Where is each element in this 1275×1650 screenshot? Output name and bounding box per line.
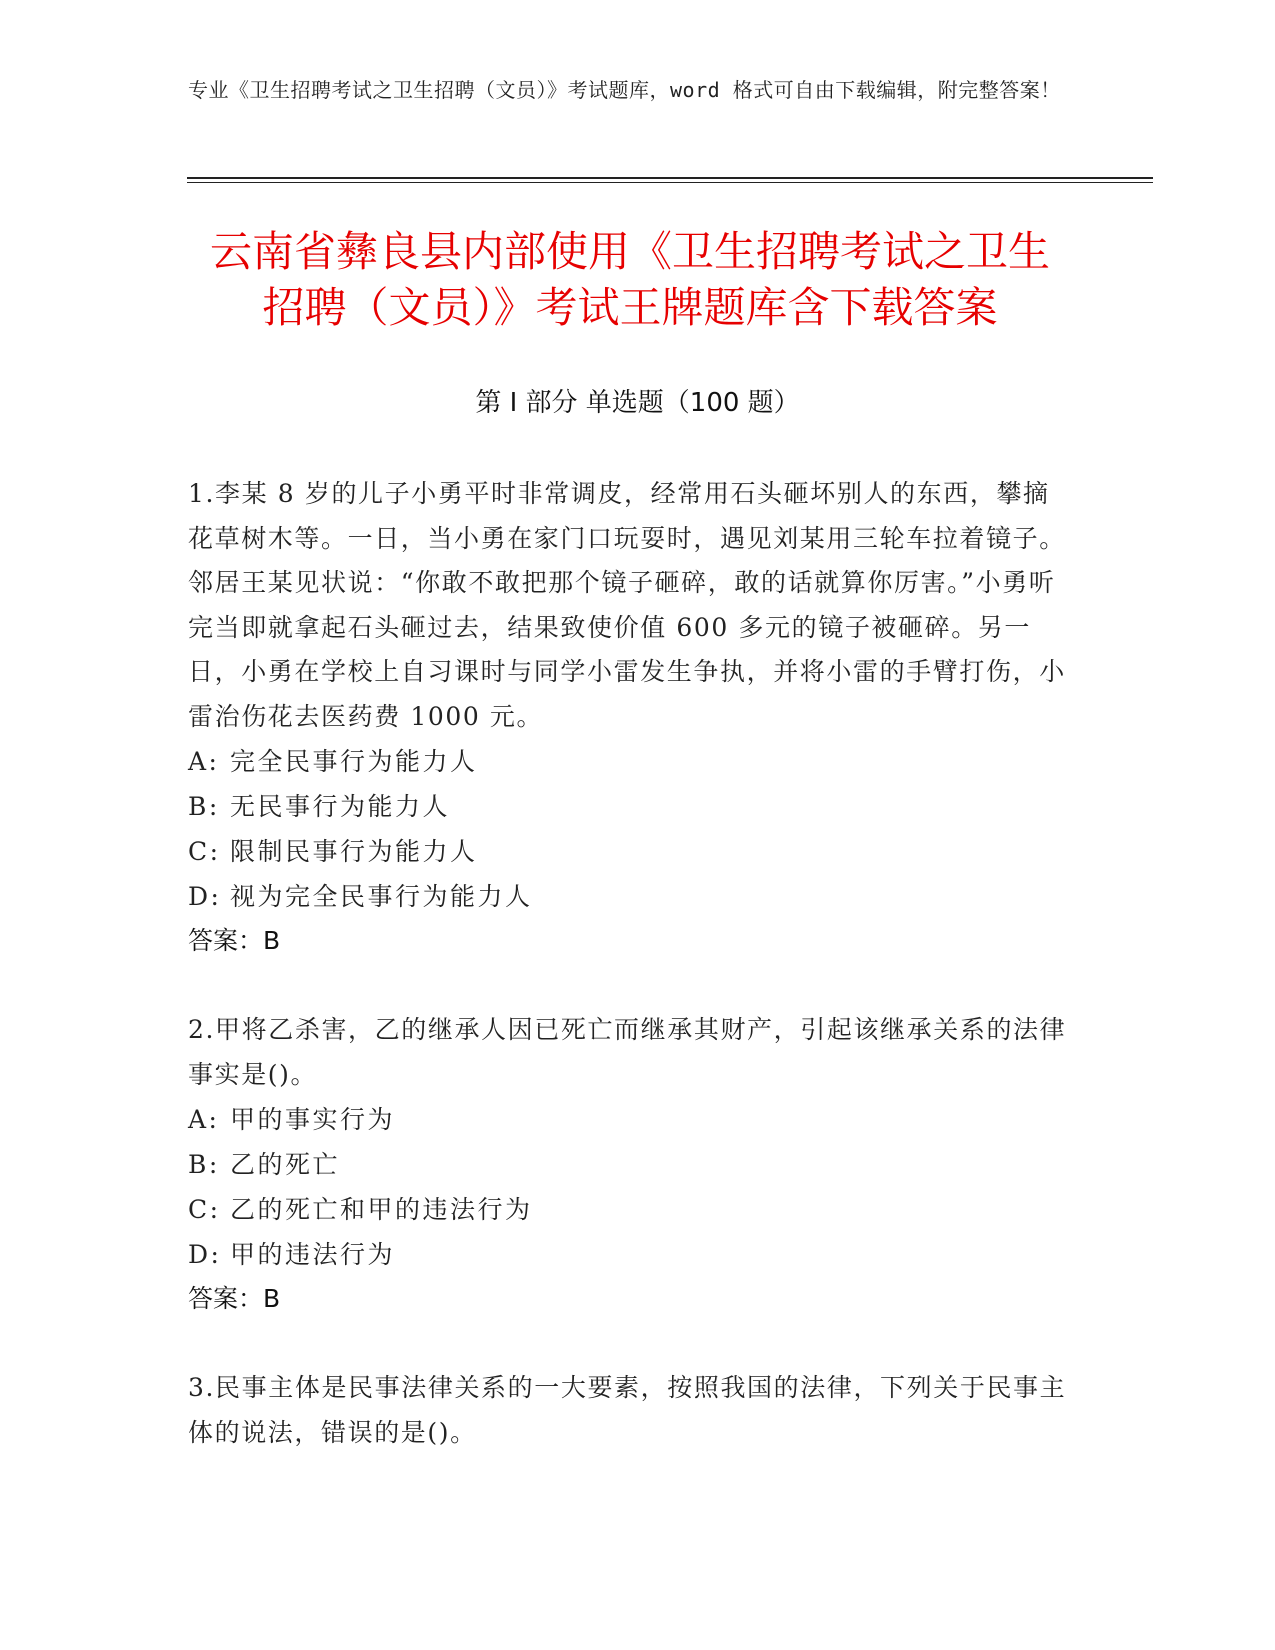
option-d xyxy=(188,1232,1068,1277)
option-text: 甲的事实行为 xyxy=(230,1105,396,1134)
option-text: 限制民事行为能力人 xyxy=(230,837,478,866)
option-b xyxy=(188,784,1068,829)
header-rule-thin xyxy=(187,182,1153,183)
option-letter: B: xyxy=(188,792,220,821)
question-spacer xyxy=(188,1321,1068,1366)
question-spacer xyxy=(188,963,1068,1008)
option-letter: C: xyxy=(188,1195,221,1224)
question-2 xyxy=(188,1008,1068,1321)
question-1 xyxy=(188,472,1068,963)
question-3 xyxy=(188,1366,1068,1455)
option-letter: D: xyxy=(188,882,222,911)
option-a xyxy=(188,739,1068,784)
option-letter: A: xyxy=(188,1105,220,1134)
question-stem: 1.李某 8 岁的儿子小勇平时非常调皮，经常用石头砸坏别人的东西，攀摘花草树木等。一日，当小勇在家门口玩耍时，遇见刘某用三轮车拉着镜子。邻居王某见状说：“你敢不敢把那个镜子砸碎，敢的话就算你厉害。”小勇听完当即就拿起石头砸过去，结果致使价值 600 多元的镜子被砸碎。另一日，小勇在学校上自习课时与同学小雷发生争执，并将小雷的手臂打伤，小雷治伤花去医药费 1000 元。 xyxy=(188,479,1066,731)
question-stem: 3.民事主体是民事法律关系的一大要素，按照我国的法律，下列关于民事主体的说法，错误的是()。 xyxy=(188,1373,1067,1447)
option-text: 乙的死亡和甲的违法行为 xyxy=(230,1195,533,1224)
option-letter: B: xyxy=(188,1150,220,1179)
header-note: 专业《卫生招聘考试之卫生招聘（文员）》考试题库，word 格式可自由下载编辑，附完整答案！ xyxy=(188,78,1061,102)
option-text: 视为完全民事行为能力人 xyxy=(230,882,533,911)
option-letter: C: xyxy=(188,837,221,866)
option-text: 甲的违法行为 xyxy=(230,1240,396,1269)
option-letter: D: xyxy=(188,1240,222,1269)
option-text: 完全民事行为能力人 xyxy=(230,747,478,776)
answer-line: 答案：B xyxy=(188,1284,281,1313)
option-c xyxy=(188,1187,1068,1232)
option-a xyxy=(188,1097,1068,1142)
option-text: 无民事行为能力人 xyxy=(230,792,451,821)
option-b xyxy=(188,1142,1068,1187)
question-stem: 2.甲将乙杀害，乙的继承人因已死亡而继承其财产，引起该继承关系的法律事实是()。 xyxy=(188,1015,1067,1089)
section-heading: 第 I 部分 单选题（100 题） xyxy=(475,388,800,418)
question-list xyxy=(188,472,1068,1455)
answer-line: 答案：B xyxy=(188,926,281,955)
option-c xyxy=(188,829,1068,874)
header-rule-thick xyxy=(187,177,1153,179)
option-letter: A: xyxy=(188,747,220,776)
option-d xyxy=(188,874,1068,919)
document-title: 云南省彝良县内部使用《卫生招聘考试之卫生招聘（文员）》考试王牌题库含下载答案 xyxy=(209,227,1050,332)
option-text: 乙的死亡 xyxy=(230,1150,341,1179)
